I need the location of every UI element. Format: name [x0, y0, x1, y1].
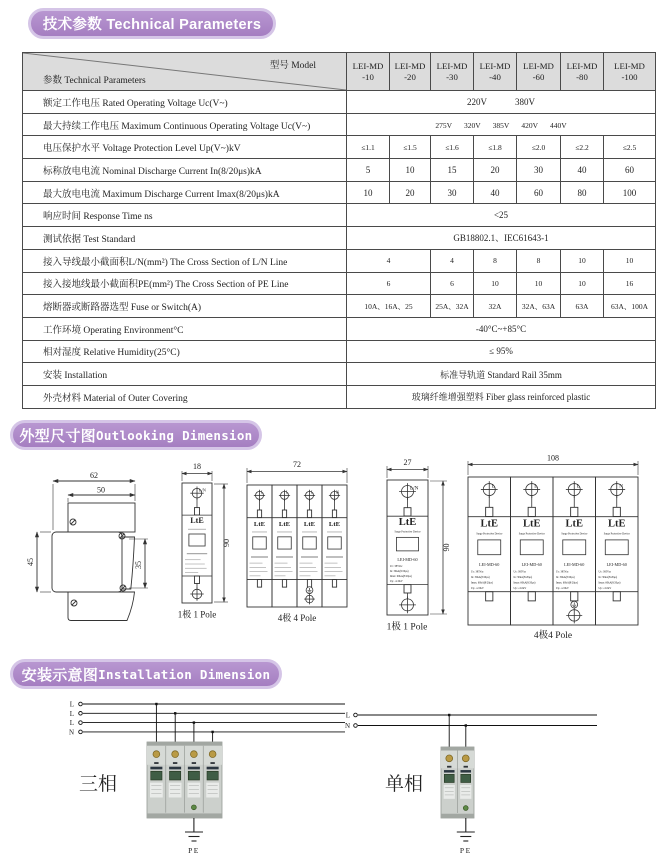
table-corner-cell [23, 53, 347, 91]
cell: 20 [474, 159, 517, 182]
table-row [23, 340, 656, 363]
brand-logo-mark [460, 770, 471, 772]
terminal-mark [154, 762, 158, 764]
row-value: 标准导轨道 Standard Rail 35mm [347, 363, 656, 386]
table-row [23, 204, 656, 227]
line-label: L [69, 719, 74, 728]
status-window [461, 774, 471, 782]
three-phase-diagram [69, 701, 345, 856]
spec-line: Uc: 385Vac [598, 570, 612, 574]
cell: 10 [604, 249, 656, 272]
ground-screw-icon [571, 601, 578, 608]
spec-line: Up: ≤2.0kV [598, 586, 612, 590]
din-rail-strip [147, 742, 222, 746]
section-badge-technical-parameters [28, 8, 276, 39]
table-row [23, 159, 656, 182]
brand-logo: LtE [522, 518, 541, 530]
dim-label-width: 27 [403, 458, 412, 467]
model-label: LEI-MD-60 [397, 557, 418, 562]
model-label: LEI-MD-60 [606, 561, 627, 567]
table-row [23, 136, 656, 159]
model-column-header: LEI-MD -10 [347, 53, 390, 91]
front-view-1pole-18 [178, 462, 231, 620]
brand-logo: LtE [607, 518, 626, 530]
label-area [169, 783, 182, 798]
phase-caption: 单相 [384, 774, 424, 795]
pe-label: PE [459, 846, 472, 855]
cell: 15 [431, 159, 474, 182]
dim-label-height: 90 [442, 543, 451, 552]
brass-terminal-screw-icon [462, 755, 469, 762]
cell: 32A、63A [517, 295, 561, 318]
terminal-label: L [261, 489, 264, 495]
status-window [170, 771, 181, 780]
cell: ≤2.2 [561, 136, 604, 159]
pe-screw-icon [463, 806, 468, 811]
spec-line: Up: ≤2.0kV [555, 586, 569, 590]
brand-logo: LtE [278, 520, 291, 528]
ground-symbol [185, 818, 203, 841]
brand-logo: LtE [328, 520, 341, 528]
cell: 10 [561, 249, 604, 272]
table-header-row [23, 53, 656, 91]
brand-logo: LtE [190, 516, 204, 526]
dim-label-width: 108 [547, 453, 559, 463]
row-label: 最大放电电流 Maximum Discharge Current Imax(8/20μs)kA [23, 181, 347, 204]
cell: 60 [604, 159, 656, 182]
cell: 100 [604, 181, 656, 204]
dim-label-width: 72 [293, 460, 301, 469]
pole-caption: 1极 1 Pole [177, 609, 217, 620]
badge-text-en: Installation Dimension [98, 666, 271, 682]
row-value: 220V 380V [347, 91, 656, 114]
line-label: N [68, 728, 74, 737]
model-column-header: LEI-MD -40 [474, 53, 517, 91]
brand-logo-mark [150, 767, 162, 770]
model-column-header: LEI-MD -80 [561, 53, 604, 91]
table-row [23, 227, 656, 250]
table-row [23, 317, 656, 340]
row-label: 接入导线最小截面积L/N(mm²) The Cross Section of L/N Line [23, 249, 347, 272]
single-phase-diagram [345, 712, 597, 856]
spec-line: Imax: 60kA(8/20μs) [470, 581, 493, 585]
brand-subtitle: Surge Protective Device [603, 532, 630, 536]
front-view-1pole-27 [387, 458, 451, 633]
outline-dimension-drawings [0, 453, 663, 665]
section-badge-installation-dimension [10, 659, 282, 689]
brand-logo: LtE [253, 520, 266, 528]
cell: 60 [517, 181, 561, 204]
device-modules [387, 480, 428, 615]
cell: 16 [604, 272, 656, 295]
row-label: 额定工作电压 Rated Operating Voltage Uc(V~) [23, 91, 347, 114]
din-rail-strip [441, 814, 474, 818]
brass-terminal-screw-icon [446, 755, 453, 762]
table-row [23, 385, 656, 408]
row-label: 响应时间 Response Time ns [23, 204, 347, 227]
table-row [23, 113, 656, 136]
badge-text: 技术参数 Technical Parameters [42, 17, 262, 33]
cell: 30 [431, 181, 474, 204]
model-column-header: LEI-MD -100 [604, 53, 656, 91]
cell: 10 [561, 272, 604, 295]
row-value: <25 [347, 204, 656, 227]
cell: 5 [347, 159, 390, 182]
table-row [23, 272, 656, 295]
badge-text: 外型尺寸图 [19, 427, 96, 445]
row-label: 电压保护水平 Voltage Protection Level Up(V~)kV [23, 136, 347, 159]
row-value: ≤ 95% [347, 340, 656, 363]
cell: 8 [474, 249, 517, 272]
pole-caption: 4极4 Pole [533, 631, 573, 641]
dim-label-50: 50 [97, 485, 105, 495]
spec-line: In: 30kA(8/20μs) [555, 575, 575, 579]
terminal-mark [464, 766, 468, 768]
terminal-mark [210, 762, 214, 764]
terminal-label: L/N [198, 487, 206, 493]
junction-dots [448, 714, 467, 727]
ground-screw-icon [306, 587, 313, 594]
model-label: LEI-MD-60 [521, 561, 542, 567]
brass-terminal-screw-icon [190, 751, 197, 758]
pole-caption: 1极 1 Pole [386, 622, 428, 633]
cell: ≤2.0 [517, 136, 561, 159]
terminal-mark [173, 762, 177, 764]
spec-line: In: 30kA(8/20μs) [389, 570, 409, 574]
cell: 30 [517, 159, 561, 182]
dim-label-62: 62 [90, 471, 98, 480]
status-window [151, 771, 162, 780]
spec-line: In: 30kA(8/20μs) [470, 575, 490, 579]
badge-text-en: Outlooking Dimension [96, 427, 253, 443]
brand-logo: LtE [565, 518, 584, 530]
device-modules [247, 485, 347, 607]
spec-line: Up: ≤2.0kV [513, 586, 527, 590]
spec-line: Up: ≤2.0kV [470, 586, 484, 590]
spec-line: Uc: 385Vac [389, 565, 403, 569]
model-label: LEI-MD-60 [564, 561, 585, 567]
label-area [150, 783, 163, 798]
dim-label-45: 45 [26, 558, 35, 566]
terminal-mark [447, 766, 451, 768]
status-window [444, 774, 454, 782]
cell: 6 [431, 272, 474, 295]
cell: 4 [347, 249, 431, 272]
side-view-drawing [26, 471, 148, 621]
status-window [188, 771, 199, 780]
device-modules [468, 477, 638, 625]
brand-logo-mark [444, 770, 455, 772]
cell: 63A [561, 295, 604, 318]
model-column-header: LEI-MD -60 [517, 53, 561, 91]
cell: 6 [347, 272, 431, 295]
ground-symbol [457, 818, 475, 841]
line-label: L [69, 709, 74, 718]
terminal-label: N [336, 489, 340, 495]
brand-logo-mark [207, 767, 219, 770]
label-area [188, 783, 201, 798]
terminal-label: L [534, 483, 538, 490]
spec-line: Imax: 60kA(8/20μs) [598, 581, 621, 585]
brand-logo: LtE [398, 517, 417, 529]
cell: 10 [390, 159, 431, 182]
spec-line: In: 30kA(8/20μs) [598, 575, 618, 579]
pole-caption: 4极 4 Pole [277, 613, 317, 623]
cell: 32A [474, 295, 517, 318]
terminal-label: L [311, 489, 314, 495]
model-column-header: LEI-MD -20 [390, 53, 431, 91]
spec-line: Uc: 385Vac [513, 570, 527, 574]
status-window [207, 771, 218, 780]
row-label: 测试依据 Test Standard [23, 227, 347, 250]
label-area [444, 785, 455, 799]
terminal-label: L/N [409, 485, 419, 492]
row-label: 相对湿度 Relative Humidity(25°C) [23, 340, 347, 363]
spec-line: In: 30kA(8/20μs) [513, 575, 533, 579]
row-label: 标称放电电流 Nominal Discharge Current In(8/20μs)kA [23, 159, 347, 182]
din-rail-strip [147, 813, 222, 818]
cell: 10A、16A、25 [347, 295, 431, 318]
table-row [23, 91, 656, 114]
cell: 10 [517, 272, 561, 295]
row-label: 工作环境 Operating Environment°C [23, 317, 347, 340]
din-rail-strip [441, 747, 474, 751]
cell: 40 [561, 159, 604, 182]
table-row [23, 249, 656, 272]
terminal-label: L [576, 483, 580, 490]
row-value: 玻璃纤维增强塑料 Fiber glass reinforced plastic [347, 385, 656, 408]
spd-device-photo-4pole [147, 742, 222, 818]
brand-subtitle: Surge Protective Device [476, 532, 503, 536]
spec-line: Imax: 60kA(8/20μs) [389, 575, 412, 579]
terminal-mark [192, 762, 196, 764]
spec-line: Uc: 385Vac [555, 570, 569, 574]
table-row [23, 295, 656, 318]
brand-logo-mark [188, 767, 200, 770]
cell: 4 [431, 249, 474, 272]
cell: 10 [347, 181, 390, 204]
spec-line: Up: ≤2.0kV [389, 580, 403, 584]
cell: ≤2.5 [604, 136, 656, 159]
line-label: L [69, 700, 74, 709]
cell: ≤1.8 [474, 136, 517, 159]
spec-line: Uc: 385Vac [470, 570, 484, 574]
brand-subtitle: Surge Protective Device [518, 532, 545, 536]
brand-logo: LtE [480, 518, 499, 530]
row-label: 熔断器或断路器选型 Fuse or Switch(A) [23, 295, 347, 318]
line-label: L [345, 711, 350, 720]
spd-device-photo-2pole [441, 747, 474, 818]
dim-label-35: 35 [134, 561, 143, 569]
cell: 40 [474, 181, 517, 204]
terminal-label: L [491, 483, 495, 490]
dim-label-width: 18 [193, 462, 201, 471]
cell: 25A、32A [431, 295, 474, 318]
section-badge-outlooking-dimension [10, 420, 262, 450]
device-modules [182, 483, 212, 603]
terminal-label: N [619, 483, 624, 490]
phase-caption: 三相 [78, 774, 118, 795]
row-value: -40°C~+85°C [347, 317, 656, 340]
front-view-4pole-108 [468, 454, 638, 642]
model-label: LEI-MD-60 [479, 561, 500, 567]
brand-subtitle: Surge Protective Device [394, 530, 421, 534]
brass-terminal-screw-icon [172, 751, 179, 758]
row-label: 外壳材料 Material of Outer Covering [23, 385, 347, 408]
cell: 8 [517, 249, 561, 272]
label-area [460, 785, 471, 799]
row-label: 接入接地线最小截面积PE(mm²) The Cross Section of PE Line [23, 272, 347, 295]
front-view-4pole-72 [247, 460, 347, 623]
row-label: 安装 Installation [23, 363, 347, 386]
cell: ≤1.1 [347, 136, 390, 159]
row-label: 最大持续工作电压 Maximum Continuous Operating Voltage Uc(V~) [23, 113, 347, 136]
brand-logo-mark [169, 767, 181, 770]
dim-label-height: 90 [222, 539, 231, 547]
installation-diagrams [0, 693, 663, 858]
cell: 20 [390, 181, 431, 204]
cell: ≤1.5 [390, 136, 431, 159]
cell: 80 [561, 181, 604, 204]
label-area [206, 783, 219, 798]
table-row [23, 181, 656, 204]
cell: ≤1.6 [431, 136, 474, 159]
row-value: GB18802.1、IEC61643-1 [347, 227, 656, 250]
spec-line: Imax: 60kA(8/20μs) [555, 581, 578, 585]
line-label: N [344, 722, 350, 730]
cell: 10 [474, 272, 517, 295]
junction-dots [155, 703, 214, 733]
pe-label: PE [188, 846, 200, 855]
brand-subtitle: Surge Protective Device [561, 532, 588, 536]
param-header-label: 参数 Technical Parameters [43, 76, 146, 86]
pe-screw-icon [191, 805, 196, 810]
table-row [23, 363, 656, 386]
model-column-header: LEI-MD -30 [431, 53, 474, 91]
row-value: 275V 320V 385V 420V 440V [347, 113, 656, 136]
model-header-label: 型号 Model [269, 61, 316, 71]
tech-params-table [22, 52, 656, 409]
brass-terminal-screw-icon [209, 751, 216, 758]
brass-terminal-screw-icon [153, 751, 160, 758]
brand-logo: LtE [303, 520, 316, 528]
badge-text: 安装示意图 [21, 666, 99, 684]
cell: 63A、100A [604, 295, 656, 318]
spec-line: Imax: 60kA(8/20μs) [513, 581, 536, 585]
terminal-label: L [286, 489, 289, 495]
